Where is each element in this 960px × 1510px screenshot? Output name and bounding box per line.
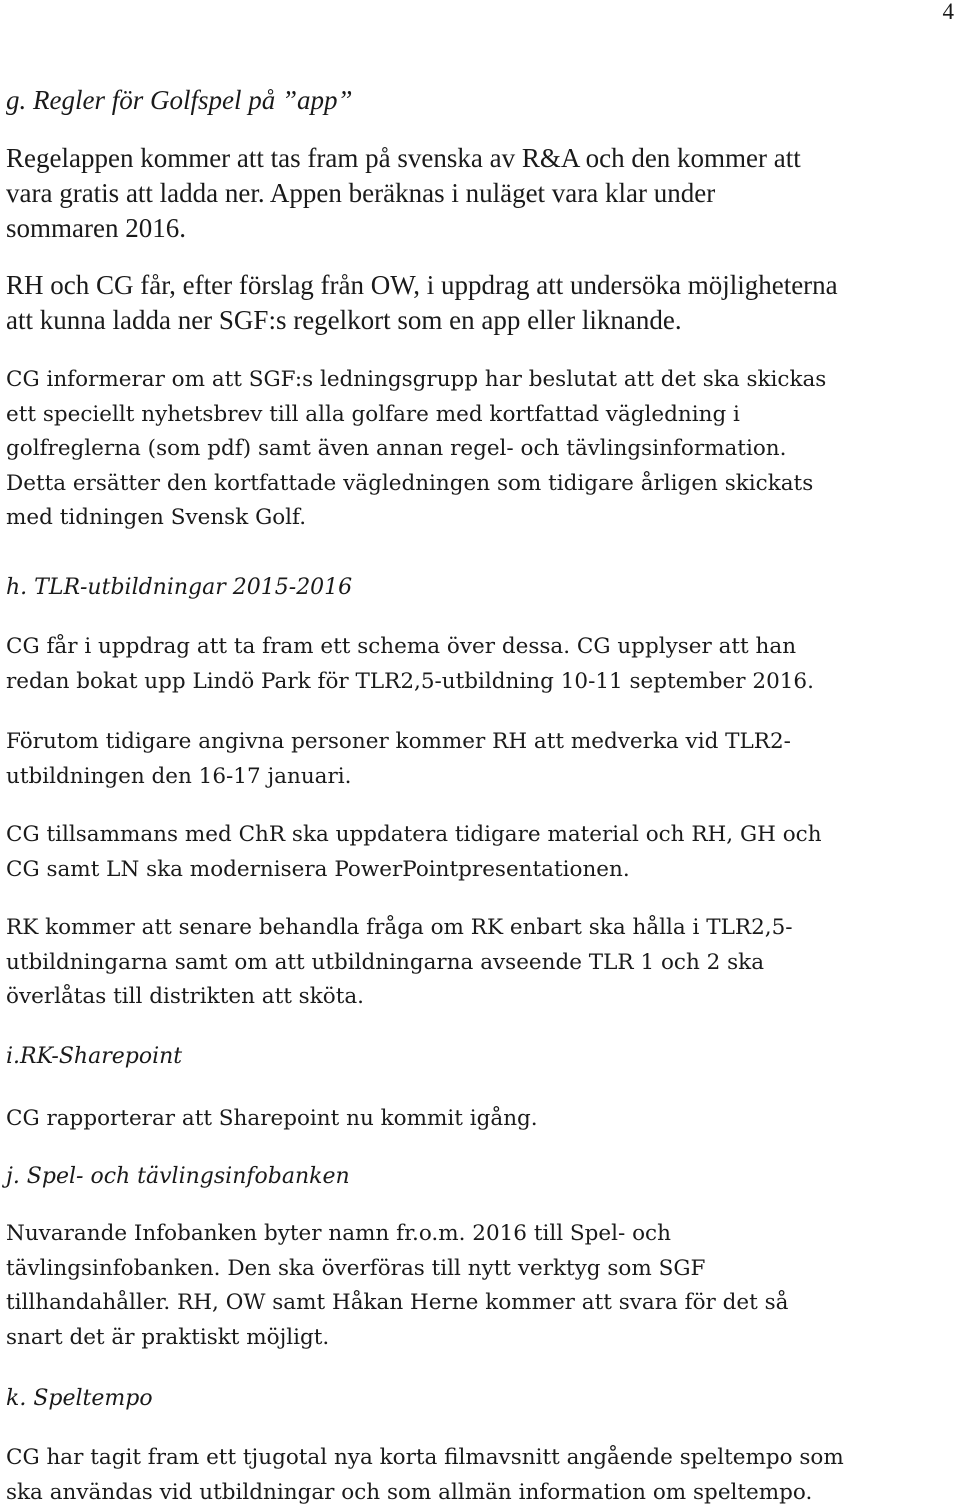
text-line: CG får i uppdrag att ta fram ett schema över dessa. CG upplyser att han bbox=[6, 630, 956, 665]
section-i-paragraph-1 bbox=[6, 1102, 956, 1137]
text-line: RK kommer att senare behandla fråga om RK enbart ska hålla i TLR2,5- bbox=[6, 911, 956, 946]
section-h-paragraph-1 bbox=[6, 630, 956, 699]
text-line: Regelappen kommer att tas fram på svenska av R&A och den kommer att bbox=[6, 141, 956, 176]
section-h-paragraph-2 bbox=[6, 725, 956, 794]
text-line: CG tillsammans med ChR ska uppdatera tidigare material och RH, GH och bbox=[6, 818, 956, 853]
section-heading-k: k. Speltempo bbox=[6, 1382, 956, 1416]
section-heading-i: i.RK-Sharepoint bbox=[6, 1040, 956, 1074]
section-g-paragraph-2 bbox=[6, 268, 956, 338]
text-line: Förutom tidigare angivna personer kommer RH att medverka vid TLR2- bbox=[6, 725, 956, 760]
section-g-paragraph-3 bbox=[6, 363, 956, 536]
text-line: att kunna ladda ner SGF:s regelkort som en app eller liknande. bbox=[6, 303, 956, 338]
section-g-paragraph-1 bbox=[6, 141, 956, 246]
text-line: Detta ersätter den kortfattade vägledningen som tidigare årligen skickats bbox=[6, 467, 956, 502]
text-line: snart det är praktiskt möjligt. bbox=[6, 1321, 956, 1356]
section-h-paragraph-3 bbox=[6, 818, 956, 887]
text-line: Nuvarande Infobanken byter namn fr.o.m. 2016 till Spel- och bbox=[6, 1217, 956, 1252]
text-line: CG rapporterar att Sharepoint nu kommit igång. bbox=[6, 1102, 956, 1137]
section-j-paragraph-1 bbox=[6, 1217, 956, 1355]
text-line: redan bokat upp Lindö Park för TLR2,5-utbildning 10-11 september 2016. bbox=[6, 665, 956, 700]
section-k-paragraph-1 bbox=[6, 1441, 956, 1510]
text-line: tävlingsinfobanken. Den ska överföras till nytt verktyg som SGF bbox=[6, 1252, 956, 1287]
text-line: CG har tagit fram ett tjugotal nya korta filmavsnitt angående speltempo som bbox=[6, 1441, 956, 1476]
page-number: 4 bbox=[943, 0, 955, 24]
text-line: överlåtas till distrikten att sköta. bbox=[6, 980, 956, 1015]
text-line: ska användas vid utbildningar och som allmän information om speltempo. bbox=[6, 1476, 956, 1510]
text-line: CG samt LN ska modernisera PowerPointpresentationen. bbox=[6, 853, 956, 888]
text-line: vara gratis att ladda ner. Appen beräknas i nuläget vara klar under bbox=[6, 176, 956, 211]
text-line: utbildningen den 16-17 januari. bbox=[6, 760, 956, 795]
section-h-paragraph-4 bbox=[6, 911, 956, 1015]
text-line: ett speciellt nyhetsbrev till alla golfare med kortfattad vägledning i bbox=[6, 398, 956, 433]
text-line: CG informerar om att SGF:s ledningsgrupp har beslutat att det ska skickas bbox=[6, 363, 956, 398]
text-line: tillhandahåller. RH, OW samt Håkan Herne kommer att svara för det så bbox=[6, 1286, 956, 1321]
text-line: RH och CG får, efter förslag från OW, i uppdrag att undersöka möjligheterna bbox=[6, 268, 956, 303]
text-line: golfreglerna (som pdf) samt även annan regel- och tävlingsinformation. bbox=[6, 432, 956, 467]
text-line: med tidningen Svensk Golf. bbox=[6, 501, 956, 536]
section-heading-g: g. Regler för Golfspel på ”app” bbox=[6, 83, 956, 118]
section-heading-j: j. Spel- och tävlingsinfobanken bbox=[6, 1160, 956, 1194]
section-heading-h: h. TLR-utbildningar 2015-2016 bbox=[6, 571, 956, 605]
text-line: utbildningarna samt om att utbildningarna avseende TLR 1 och 2 ska bbox=[6, 946, 956, 981]
text-line: sommaren 2016. bbox=[6, 211, 956, 246]
